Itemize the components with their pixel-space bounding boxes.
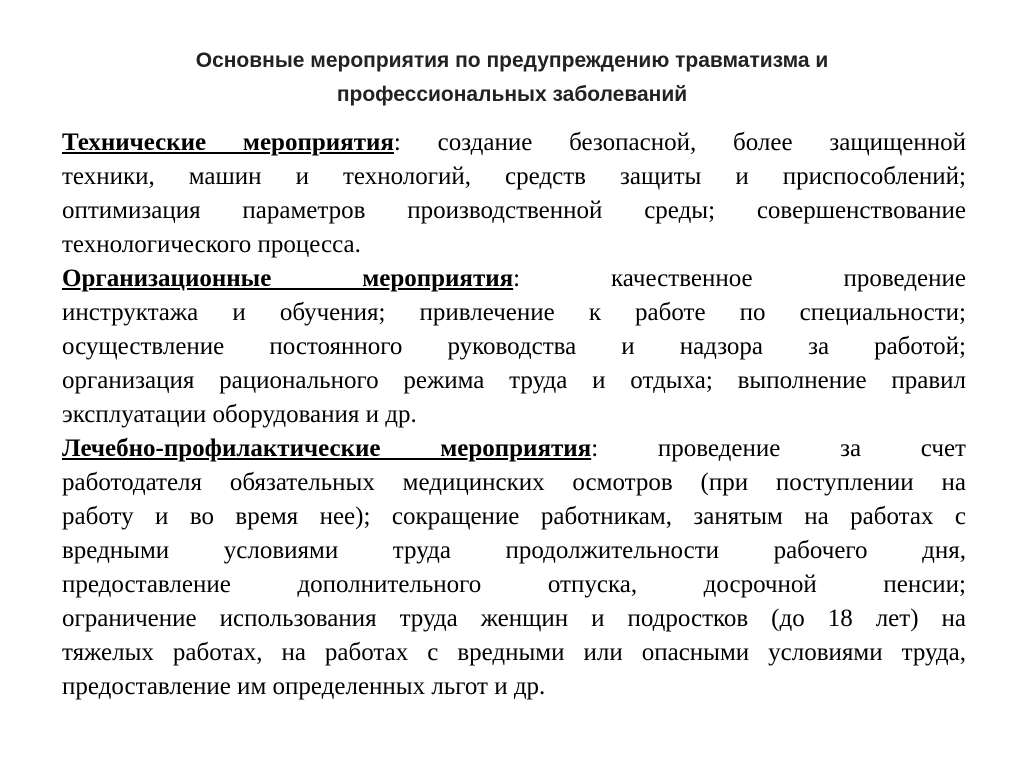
title-line-1: Основные мероприятия по предупреждению травматизма и [195, 49, 829, 72]
paragraph-text: осуществление постоянного руководства и надзора за работой; [62, 333, 966, 360]
paragraph-text: предоставление дополнительного отпуска, досрочной пенсии; [62, 571, 966, 598]
slide-body [62, 126, 966, 704]
paragraph-line [62, 432, 966, 466]
paragraph-line [62, 398, 966, 432]
paragraph-text: ограничение использования труда женщин и подростков (до 18 лет) на [62, 605, 966, 632]
paragraph [62, 262, 966, 432]
paragraph-text: организация рационального режима труда и отдыха; выполнение правил [62, 367, 966, 394]
paragraph [62, 432, 966, 704]
paragraph-text: вредными условиями труда продолжительности рабочего дня, [62, 537, 966, 564]
paragraph-text: технологического процесса. [62, 231, 361, 258]
paragraph-text: инструктажа и обучения; привлечение к работе по специальности; [62, 299, 966, 326]
paragraph-line [62, 670, 966, 704]
title-line-2: профессиональных заболеваний [336, 83, 688, 106]
paragraph-line [62, 126, 966, 160]
paragraph-heading: Технические мероприятия [62, 129, 394, 156]
paragraph-text: работодателя обязательных медицинских осмотров (при поступлении на [62, 469, 966, 496]
paragraph-text: : качественное проведение [513, 265, 966, 292]
paragraph-line [62, 296, 966, 330]
paragraph-text: : проведение за счет [591, 435, 966, 462]
paragraph-text: предоставление им определенных льгот и др. [62, 673, 546, 700]
paragraph-line [62, 534, 966, 568]
paragraph-line [62, 602, 966, 636]
paragraph-text: оптимизация параметров производственной среды; совершенствование [62, 197, 966, 224]
paragraph-text: эксплуатации оборудования и др. [62, 401, 417, 428]
paragraph-line [62, 364, 966, 398]
paragraph-line [62, 228, 966, 262]
paragraph-line [62, 636, 966, 670]
paragraph-line [62, 194, 966, 228]
paragraph-line [62, 568, 966, 602]
paragraph-text: работу и во время нее); сокращение работникам, занятым на работах с [62, 503, 966, 530]
paragraph-heading: Лечебно-профилактические мероприятия [62, 435, 592, 462]
paragraph-line [62, 466, 966, 500]
paragraph-text: техники, машин и технологий, средств защиты и приспособлений; [62, 163, 966, 190]
paragraph-text: тяжелых работах, на работах с вредными или опасными условиями труда, [62, 639, 966, 666]
paragraph-line [62, 330, 966, 364]
slide-title [0, 44, 1024, 112]
paragraph-heading: Организационные мероприятия [62, 265, 514, 292]
paragraph-line [62, 262, 966, 296]
paragraph-line [62, 160, 966, 194]
paragraph-line [62, 500, 966, 534]
paragraph [62, 126, 966, 262]
paragraph-text: : создание безопасной, более защищенной [393, 129, 966, 156]
